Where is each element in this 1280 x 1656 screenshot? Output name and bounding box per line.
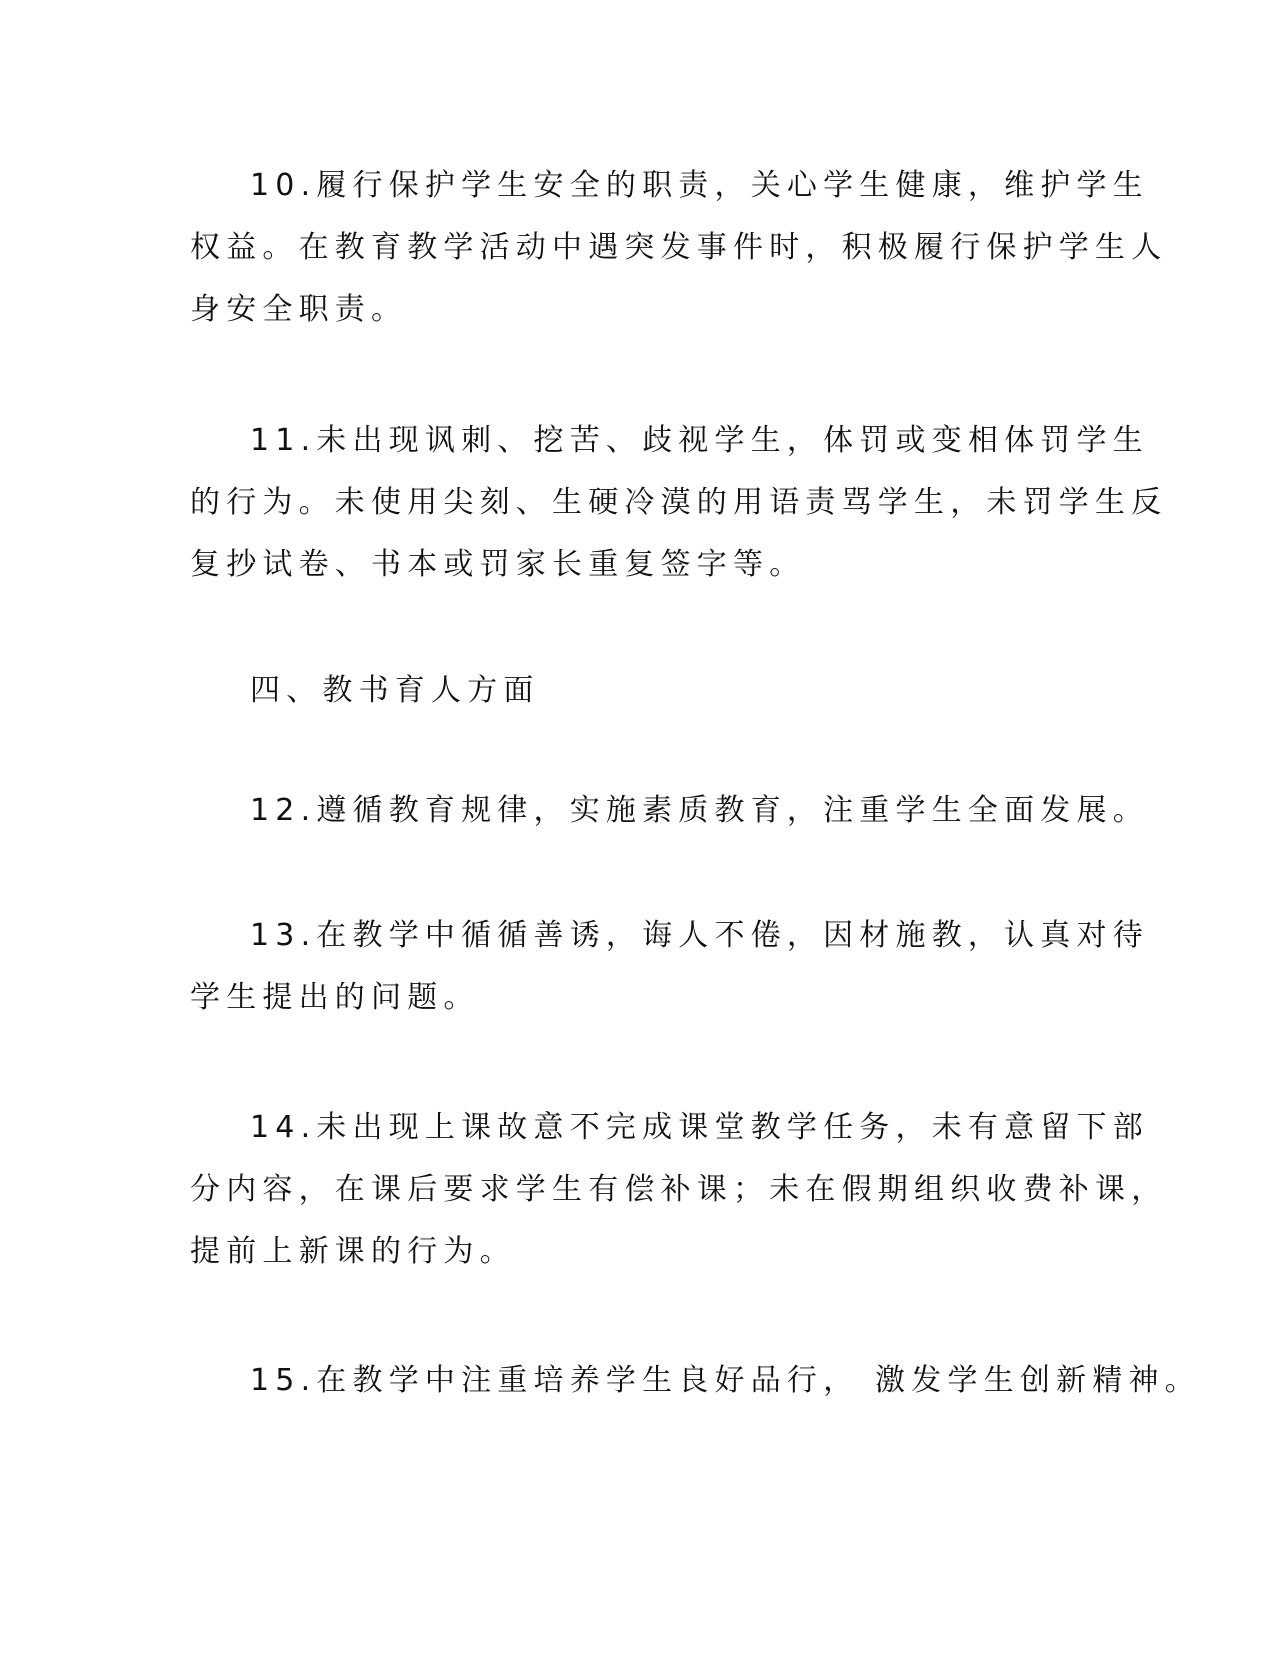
paragraph-item-15 bbox=[190, 1350, 1201, 1412]
paragraph-line: 14.未出现上课故意不完成课堂教学任务，未有意留下部 bbox=[250, 1110, 1149, 1145]
section-heading-4 bbox=[190, 660, 540, 722]
paragraph-item-13 bbox=[190, 905, 1149, 1029]
paragraph-item-10 bbox=[190, 155, 1167, 341]
paragraph-line: 身安全职责。 bbox=[190, 292, 408, 327]
paragraph-line: 复抄试卷、书本或罚家长重复签字等。 bbox=[190, 547, 806, 582]
paragraph-line: 12.遵循教育规律，实施素质教育，注重学生全面发展。 bbox=[250, 793, 1149, 828]
paragraph-item-14 bbox=[190, 1097, 1167, 1283]
paragraph-line: 提前上新课的行为。 bbox=[190, 1234, 516, 1269]
paragraph-line: 的行为。未使用尖刻、生硬冷漠的用语责骂学生，未罚学生反 bbox=[190, 485, 1168, 520]
paragraph-item-11 bbox=[190, 410, 1167, 596]
section-heading: 四、教书育人方面 bbox=[250, 673, 540, 708]
paragraph-line: 15.在教学中注重培养学生良好品行， 激发学生创新精神。 bbox=[250, 1363, 1201, 1398]
paragraph-line: 分内容，在课后要求学生有偿补课；未在假期组织收费补课， bbox=[190, 1172, 1168, 1207]
paragraph-line: 11.未出现讽刺、挖苦、歧视学生，体罚或变相体罚学生 bbox=[250, 423, 1149, 458]
paragraph-line: 13.在教学中循循善诱，诲人不倦，因材施教，认真对待 bbox=[250, 918, 1149, 953]
paragraph-item-12 bbox=[190, 780, 1149, 842]
paragraph-line: 10.履行保护学生安全的职责，关心学生健康，维护学生 bbox=[250, 168, 1149, 203]
paragraph-line: 权益。在教育教学活动中遇突发事件时，积极履行保护学生人 bbox=[190, 230, 1168, 265]
paragraph-line: 学生提出的问题。 bbox=[190, 980, 480, 1015]
